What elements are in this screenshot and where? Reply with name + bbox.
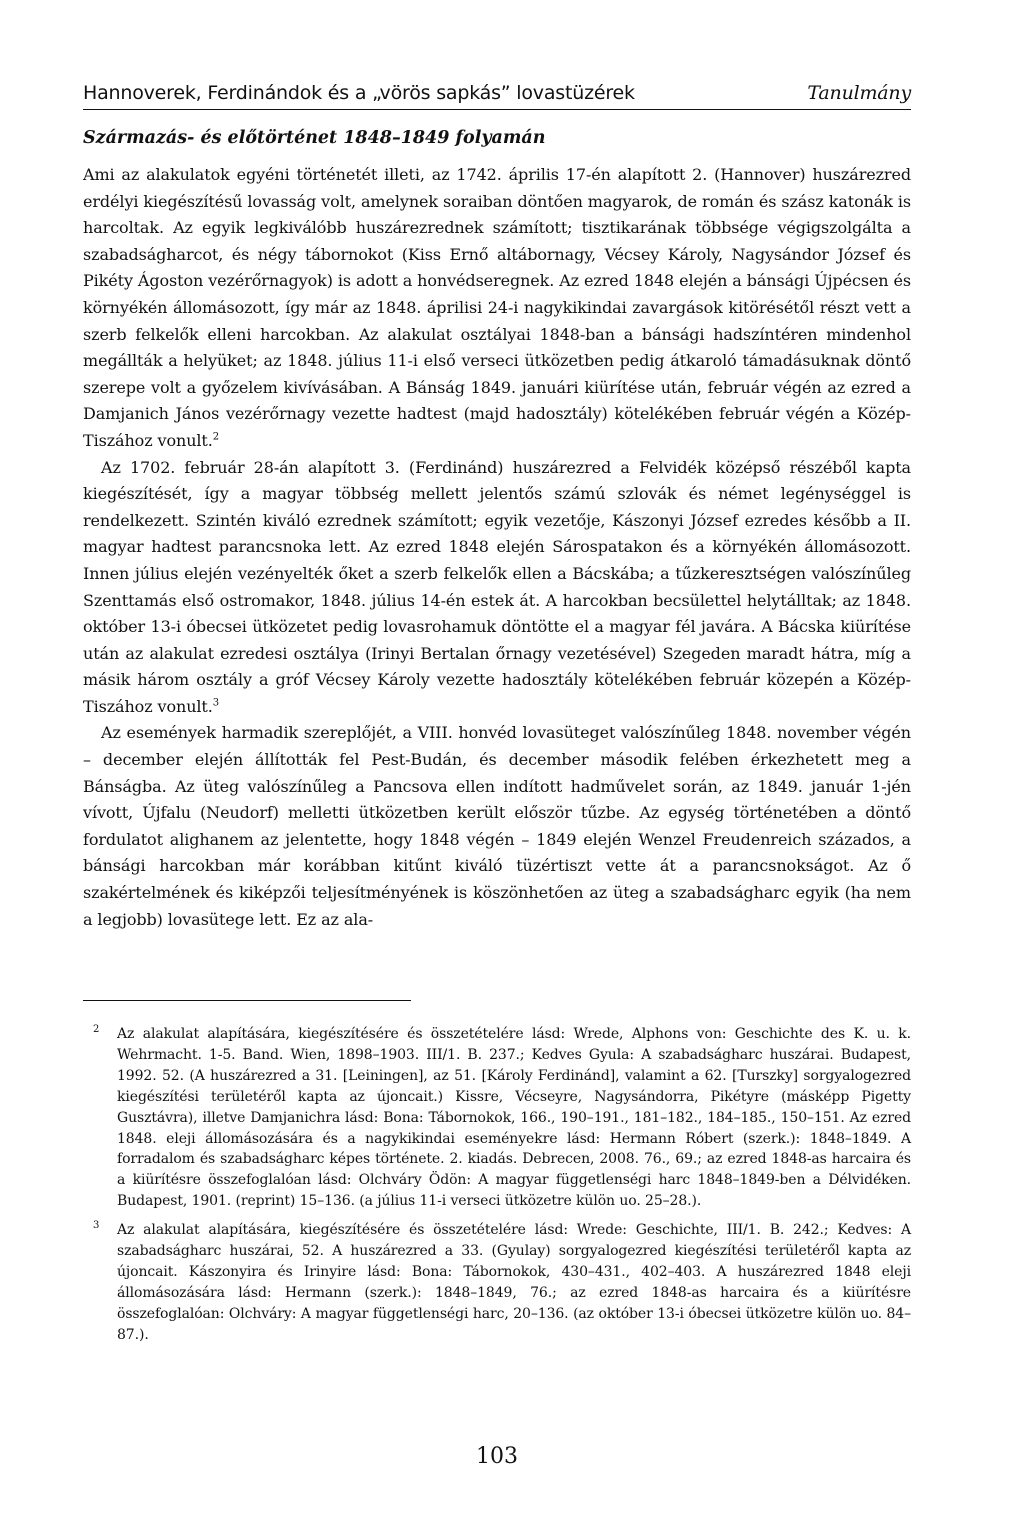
paragraph-1	[83, 162, 911, 455]
footnote-3	[83, 1220, 911, 1345]
header-rule	[83, 109, 911, 110]
paragraph-2	[83, 455, 911, 721]
footnote-ref-2[interactable]: 2	[212, 431, 220, 443]
paragraph-2-text: Az 1702. február 28-án alapított 3. (Ferdinánd) huszárezred a Felvidék középső részéből kapta kiegészítését, így a magyar többség mellett jelentős számú szlovák és német legénységgel is rendelkezett. Szintén kiváló ezrednek számított; egyik vezetője, Kászonyi József ezredes később a II. magyar hadtest parancsnoka lett. Az ezred 1848 elején Sárospatakon és a környékén állomásozott. Innen július elején vezényelték őket a szerb felkelők ellen a Bácskába; a tűzkeresztségen valószínűleg Szenttamás első ostromakor, 1848. július 14-én estek át. A harcokban becsülettel helytálltak; az 1848. október 13-i óbecsei ütközetet pedig lovasrohamuk döntötte el a magyar fél javára. A Bácska kiürítése után az alakulat ezredesi osztálya (Irinyi Bertalan őrnagy vezetésével) Szegeden maradt hátra, míg a másik három osztály a gróf Vécsey Károly vezette hadosztály kötelékében február közepén a Közép-Tiszához vonult.	[83, 457, 911, 716]
footnote-2	[83, 1024, 911, 1212]
page-number: 103	[476, 1444, 518, 1469]
footnotes	[83, 1024, 911, 1354]
section-label: Tanulmány	[807, 82, 911, 104]
running-header	[83, 82, 911, 104]
footnote-text: Az alakulat alapítására, kiegészítésére és összetételére lásd: Wrede, Alphons von: Geschichte des K. u. k. Wehrmacht. 1-5. Band. Wien, 1898–1903. III/1. B. 237.; Kedves Gyula: A szabadságharc huszárai. Budapest, 1992. 52. (A huszárezred a 31. [Leiningen], az 51. [Károly Ferdinánd], valamint a 62. [Turszky] sorgyalogezred kiegészítési területéről kapta az újoncait.) Kissre, Vécseyre, Nagysándorra, Pikétyre (másképp Pigetty Gusztávra), illetve Damjanichra lásd: Bona: Tábornokok, 166., 190–191., 181–182., 184–185., 150–151. Az ezred 1848. eleji állomásozására és a nagykikindai eseményekre lásd: Hermann Róbert (szerk.): 1848–1849. A forradalom és szabadságharc képes története. 2. kiadás. Debrecen, 2008. 76., 69.; az ezred 1848-as harcaira és a kiürítésre összefoglalóan lásd: Olchváry Ödön: A magyar függetlenségi harc 1848–1849-ben a Délvidéken. Budapest, 1901. (reprint) 15–136. (a július 11-i verseci ütközetre külön uo. 25–28.).	[117, 1026, 911, 1210]
paragraph-1-text: Ami az alakulatok egyéni történetét illeti, az 1742. április 17-én alapított 2. (Hannover) huszárezred erdélyi kiegészítésű lovasság volt, amelynek soraiban döntően magyarok, de román és szász katonák is harcoltak. Az egyik legkiválóbb huszárezrednek számított; tisztikarának többsége végigszolgálta a szabadságharcot, és négy tábornokot (Kiss Ernő altábornagy, Vécsey Károly, Nagysándor József és Pikéty Ágoston vezérőrnagyok) is adott a honvédseregnek. Az ezred 1848 elején a bánsági Újpécsen és környékén állomásozott, így már az 1848. áprilisi 24-i nagykikindai zavargások kitörésétől részt vett a szerb felkelők elleni harcokban. Az alakulat osztályai 1848-ban a bánsági hadszíntéren mindenhol megállták a helyüket; az 1848. július 11-i első verseci ütközetben pedig átkaroló támadásuknak döntő szerepe volt a győzelem kivívásában. A Bánság 1849. januári kiürítése után, február végén az ezred a Damjanich János vezérőrnagy vezette hadtest (majd hadosztály) kötelékében február végén a Közép-Tiszához vonult.	[83, 165, 911, 450]
body-text	[83, 162, 911, 933]
footnote-ref-3[interactable]: 3	[212, 697, 220, 709]
section-heading: Származás- és előtörténet 1848–1849 folyamán	[83, 128, 546, 148]
paragraph-3: Az események harmadik szereplőjét, a VIII. honvéd lovasüteget valószínűleg 1848. november végén – december elején állították fel Pest-Budán, és december második felében érkezhetett meg a Bánságba. Az üteg valószínűleg a Pancsova ellen indított hadművelet során, az 1849. január 1-jén vívott, Újfalu (Neudorf) melletti ütközetben került először tűzbe. Az egység történetében a döntő fordulatot alighanem az jelentette, hogy 1848 végén – 1849 elején Wenzel Freudenreich százados, a bánsági harcokban már korábban kitűnt kiváló tüzértiszt vette át a parancsnokságot. Az ő szakértelmének és kiképzői teljesítményének is köszönhetően az üteg a szabadságharc egyik (ha nem a legjobb) lovasütege lett. Ez az ala-	[83, 723, 911, 929]
footnote-separator	[83, 1000, 411, 1001]
footnote-number: 3	[93, 1220, 100, 1232]
footnote-number: 2	[93, 1024, 100, 1035]
footnote-text: Az alakulat alapítására, kiegészítésére és összetételére lásd: Wrede: Geschichte, III/1. B. 242.; Kedves: A szabadságharc huszárai, 52. A huszárezred a 33. (Gyulay) sorgyalogezred kiegészítési területéről kapta az újoncait. Kászonyira és Irinyire lásd: Bona: Tábornokok, 430–431., 402–403. A huszárezred 1848 eleji állomásozására lásd: Hermann (szerk.): 1848–1849, 76.; az ezred 1848-as harcaira és a kiürítésre összefoglalóan: Olchváry: A magyar függetlenségi harc, 20–136. (az október 13-i óbecsei ütközetre külön uo. 84–87.).	[117, 1222, 911, 1343]
running-title: Hannoverek, Ferdinándok és a „vörös sapkás” lovastüzérek	[83, 82, 635, 104]
